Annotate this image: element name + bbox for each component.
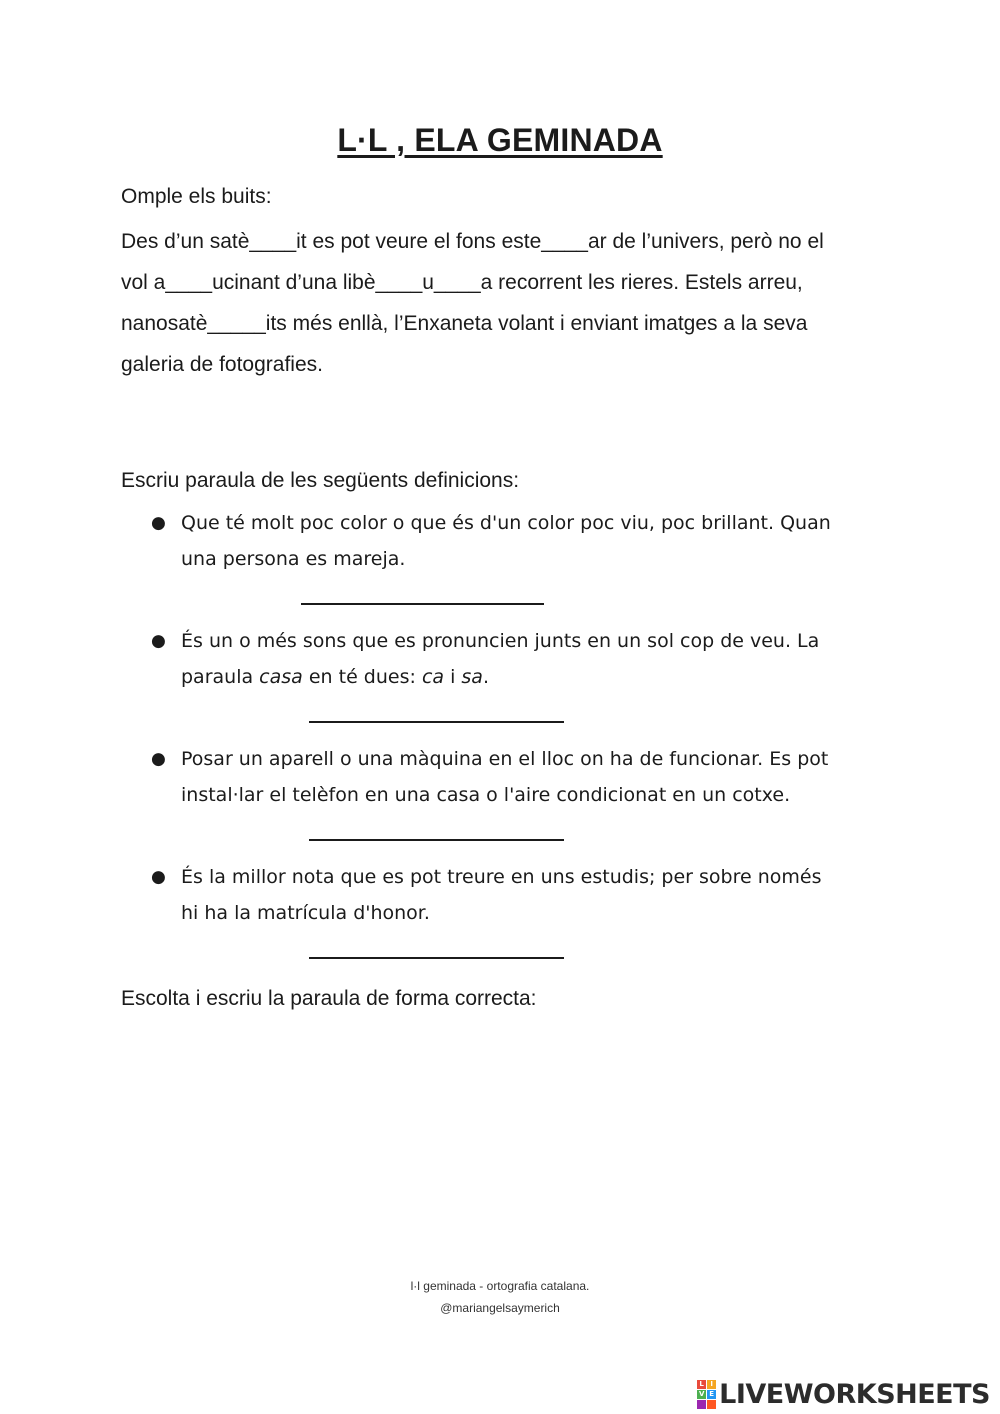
definition-item <box>151 505 881 605</box>
answer-line[interactable] <box>309 839 564 841</box>
definitions-list <box>151 505 881 977</box>
example-syllable-sa: sa <box>461 666 483 688</box>
definition-text-part: i <box>444 666 462 688</box>
definition-text: És un o més sons que es pronuncien junts en un sol cop de veu. La <box>181 630 820 652</box>
definition-text: Que té molt poc color o que és d'un color poc viu, poc brillant. Quan <box>181 512 831 534</box>
logo-tile: V <box>698 1389 705 1398</box>
definition-text: instal·lar el telèfon en una casa o l'aire condicionat en un cotxe. <box>181 784 791 806</box>
footer-caption: l·l geminada - ortografia catalana. <box>410 1279 590 1293</box>
definition-text: una persona es mareja. <box>181 548 406 570</box>
definition-text-part: paraula <box>181 666 260 688</box>
definition-text: És la millor nota que es pot treure en uns estudis; per sobre només <box>181 866 822 888</box>
logo-tile: L <box>697 1380 706 1389</box>
example-word-casa: casa <box>259 666 303 688</box>
liveworksheets-logo <box>697 1376 990 1412</box>
definition-item <box>151 741 881 841</box>
paragraph-line: Des d’un satè____it es pot veure el fons este____ar de l’univers, però no el <box>121 230 824 253</box>
definition-item <box>151 623 881 723</box>
definition-text-part: en té dues: <box>302 666 422 688</box>
bullet-icon: ● <box>151 513 166 533</box>
footer-author: @mariangelsaymerich <box>440 1301 560 1315</box>
liveworksheets-wordmark: LIVEWORKSHEETS <box>719 1378 990 1410</box>
paragraph-line: galeria de fotografies. <box>121 353 323 376</box>
fill-blanks-paragraph <box>121 221 861 385</box>
definition-text: hi ha la matrícula d'honor. <box>181 902 430 924</box>
example-syllable-ca: ca <box>421 666 445 688</box>
section-listen-label: Escolta i escriu la paraula de forma correcta: <box>121 987 537 1010</box>
bullet-icon: ● <box>151 749 166 769</box>
paragraph-line: vol a____ucinant d’una libè____u____a recorrent les rieres. Estels arreu, <box>121 271 803 294</box>
definition-item <box>151 859 881 959</box>
section-definitions-label: Escriu paraula de les següents definicions: <box>121 469 520 492</box>
logo-tile: E <box>707 1390 716 1399</box>
definition-text <box>181 659 881 695</box>
section-fill-blanks-label: Omple els buits: <box>121 185 272 208</box>
definition-text: Posar un aparell o una màquina en el lloc on ha de funcionar. Es pot <box>181 748 829 770</box>
liveworksheets-icon <box>697 1380 716 1409</box>
answer-line[interactable] <box>309 721 564 723</box>
definition-text-part: . <box>482 666 489 688</box>
logo-tile <box>697 1400 706 1409</box>
bullet-icon: ● <box>151 867 166 887</box>
page-title: L·L , ELA GEMINADA <box>337 122 663 158</box>
logo-tile: I <box>707 1380 716 1389</box>
answer-line[interactable] <box>301 603 544 605</box>
logo-tile <box>707 1400 716 1409</box>
answer-line[interactable] <box>309 957 564 959</box>
bullet-icon: ● <box>151 631 166 651</box>
paragraph-line: nanosatè_____its més enllà, l’Enxaneta volant i enviant imatges a la seva <box>121 312 808 335</box>
